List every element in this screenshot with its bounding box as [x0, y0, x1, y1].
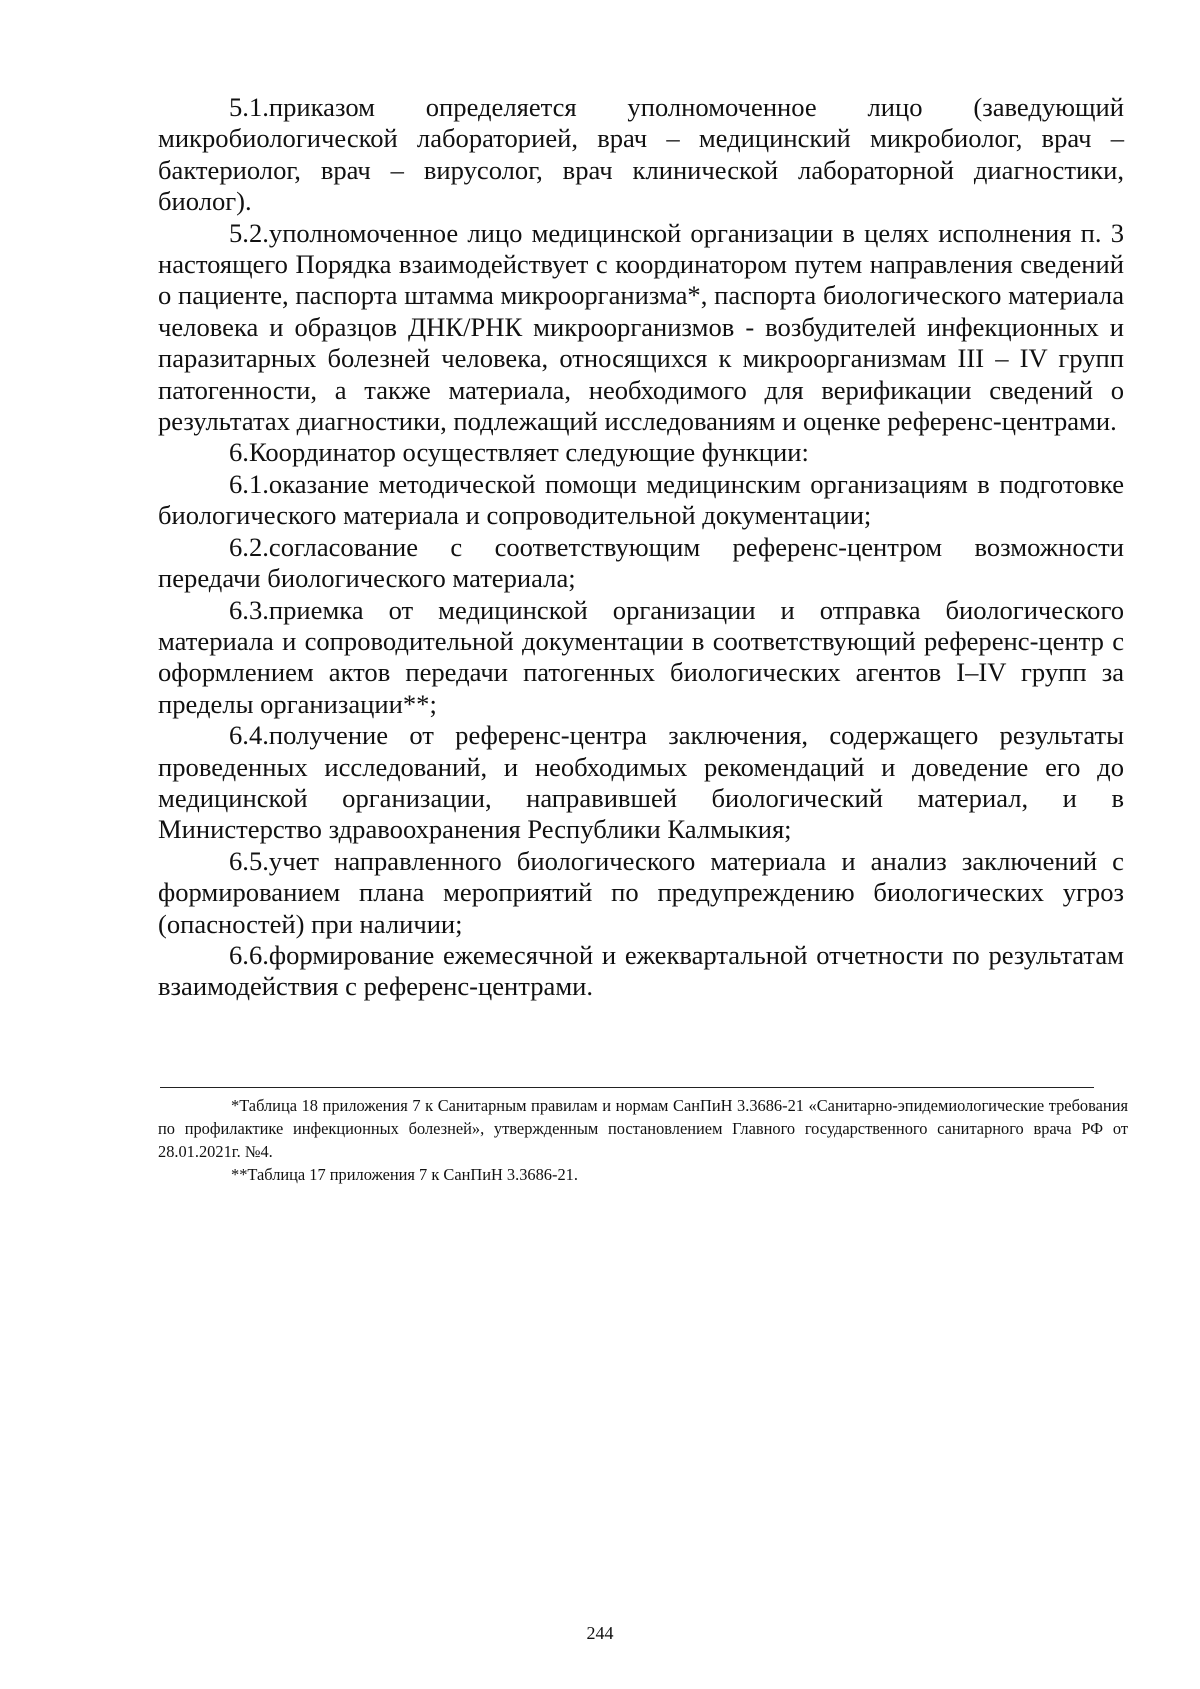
paragraph-6-6: 6.6.формирование ежемесячной и ежеквартальной отчетности по результатам взаимодействия с референс-центрами.	[158, 939, 1124, 1002]
paragraph-6: 6.Координатор осуществляет следующие функции:	[229, 437, 809, 468]
document-body	[158, 92, 1124, 1003]
footnotes	[158, 1094, 1128, 1186]
paragraph-6-5: 6.5.учет направленного биологического материала и анализ заключений с формированием плана мероприятий по предупреждению биологических угроз (опасностей) при наличии;	[158, 845, 1124, 939]
paragraph-5-1: 5.1.приказом определяется уполномоченное лицо (заведующий микробиологической лабораторией, врач – медицинский микробиолог, врач – бактериолог, врач – вирусолог, врач клинической лабораторной диагностики, биолог).	[158, 92, 1124, 217]
paragraph-6-1: 6.1.оказание методической помощи медицинским организациям в подготовке биологического материала и сопроводительной документации;	[158, 468, 1124, 531]
paragraph-6-4: 6.4.получение от референс-центра заключения, содержащего результаты проведенных исследований, и необходимых рекомендаций и доведение его до медицинской организации, направившей биологический материал, и в Министерство здравоохранения Республики Калмыкия;	[158, 720, 1124, 845]
footnote-1: *Таблица 18 приложения 7 к Санитарным правилам и нормам СанПиН 3.3686-21 «Санитарно-эпидемиологические требования по профилактике инфекционных болезней», утвержденным постановлением Главного государственного санитарного врача РФ от 28.01.2021г. №4.	[158, 1096, 1128, 1161]
paragraph-6-2: 6.2.согласование с соответствующим референс-центром возможности передачи биологического материала;	[158, 531, 1124, 594]
page-number: 244	[586, 1623, 614, 1643]
paragraph-6-3: 6.3.приемка от медицинской организации и отправка биологического материала и сопроводительной документации в соответствующий референс-центр с оформлением актов передачи патогенных биологических агентов I–IV групп за пределы организации**;	[158, 594, 1124, 719]
footnote-2: **Таблица 17 приложения 7 к СанПиН 3.3686-21.	[231, 1165, 578, 1184]
footnote-divider	[160, 1087, 1094, 1088]
paragraph-5-2: 5.2.уполномоченное лицо медицинской организации в целях исполнения п. 3 настоящего Порядка взаимодействует с координатором путем направления сведений о пациенте, паспорта штамма микроорганизма*, паспорта биологического материала человека и образцов ДНК/РНК микроорганизмов - возбудителей инфекционных и паразитарных болезней человека, относящихся к микроорганизмам III – IV групп патогенности, а также материала, необходимого для верификации сведений о результатах диагностики, подлежащий исследованиям и оценке референс-центрами.	[158, 217, 1124, 437]
